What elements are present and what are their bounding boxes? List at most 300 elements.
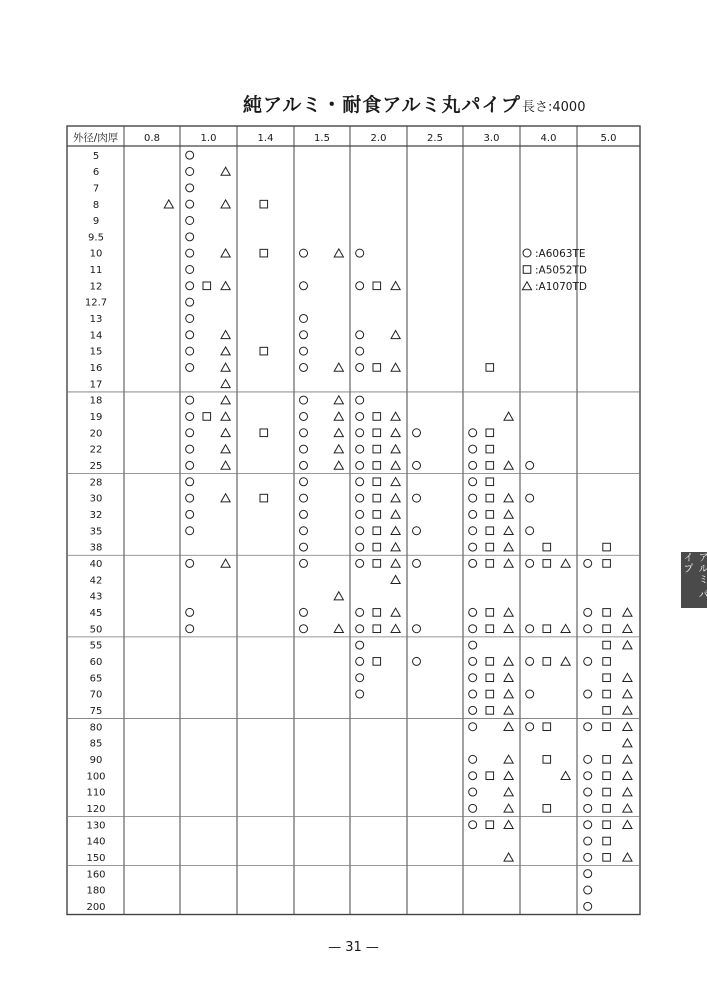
circle-mark <box>584 853 592 861</box>
square-mark <box>603 805 611 813</box>
outer-diameter-label: 50 <box>89 624 103 636</box>
circle-mark <box>186 559 194 567</box>
triangle-mark <box>334 249 343 257</box>
triangle-mark <box>221 330 230 338</box>
circle-mark <box>300 331 308 339</box>
outer-diameter-label: 45 <box>89 608 103 620</box>
triangle-mark <box>504 706 513 714</box>
outer-diameter-label: 35 <box>89 526 103 538</box>
circle-mark <box>526 723 534 731</box>
square-mark <box>373 413 381 421</box>
triangle-mark <box>334 396 343 404</box>
square-mark <box>260 429 268 437</box>
outer-diameter-label: 80 <box>89 722 103 734</box>
circle-mark <box>413 657 421 665</box>
circle-mark <box>469 461 477 469</box>
square-mark <box>603 560 611 568</box>
triangle-mark <box>623 673 632 681</box>
outer-diameter-label: 32 <box>89 510 103 522</box>
circle-mark <box>300 543 308 551</box>
circle-mark <box>356 347 364 355</box>
thickness-header: 2.0 <box>370 133 387 144</box>
circle-mark <box>584 559 592 567</box>
outer-diameter-label: 150 <box>86 852 106 864</box>
circle-mark <box>300 282 308 290</box>
triangle-mark <box>623 771 632 779</box>
square-mark <box>486 772 494 780</box>
circle-mark <box>186 494 194 502</box>
triangle-mark <box>504 559 513 567</box>
square-mark <box>603 837 611 845</box>
circle-mark <box>356 657 364 665</box>
circle-mark <box>469 821 477 829</box>
circle-mark <box>584 690 592 698</box>
circle-mark <box>356 543 364 551</box>
outer-diameter-label: 25 <box>89 461 103 473</box>
square-mark <box>260 249 268 257</box>
page-title: 純アルミ・耐食アルミ丸パイプ <box>243 94 521 116</box>
circle-mark <box>469 706 477 714</box>
circle-mark <box>186 216 194 224</box>
circle-mark <box>356 363 364 371</box>
circle-mark <box>469 657 477 665</box>
circle-mark <box>584 902 592 910</box>
outer-diameter-label: 10 <box>89 248 103 260</box>
circle-mark <box>469 641 477 649</box>
square-mark <box>603 756 611 764</box>
triangle-mark <box>623 739 632 747</box>
circle-mark <box>356 625 364 633</box>
square-mark <box>603 772 611 780</box>
square-mark <box>486 658 494 666</box>
triangle-mark <box>334 461 343 469</box>
square-mark <box>486 445 494 453</box>
square-mark <box>603 788 611 796</box>
outer-diameter-label: 7 <box>92 183 100 195</box>
circle-mark <box>186 167 194 175</box>
circle-mark <box>300 510 308 518</box>
triangle-mark <box>504 526 513 534</box>
triangle-mark <box>561 624 570 632</box>
triangle-mark <box>561 559 570 567</box>
outer-diameter-label: 5 <box>92 150 100 162</box>
outer-diameter-label: 200 <box>86 901 106 913</box>
square-mark <box>373 609 381 617</box>
circle-mark <box>356 674 364 682</box>
legend-label: :A5052TD <box>535 264 587 277</box>
circle-mark <box>186 184 194 192</box>
circle-mark <box>356 396 364 404</box>
thickness-header: 0.8 <box>144 133 160 144</box>
triangle-mark <box>504 608 513 616</box>
table-border <box>67 126 640 915</box>
outer-diameter-label: 12 <box>89 281 103 293</box>
circle-mark <box>584 788 592 796</box>
outer-diameter-label: 60 <box>89 656 103 668</box>
square-mark <box>603 658 611 666</box>
triangle-mark <box>221 461 230 469</box>
circle-mark <box>300 412 308 420</box>
circle-mark <box>584 657 592 665</box>
triangle-mark <box>391 494 400 502</box>
circle-mark <box>186 429 194 437</box>
circle-mark <box>469 788 477 796</box>
circle-mark <box>300 527 308 535</box>
triangle-mark <box>561 657 570 665</box>
triangle-mark <box>623 690 632 698</box>
triangle-mark <box>221 347 230 355</box>
outer-diameter-label: 14 <box>89 330 103 342</box>
circle-mark <box>584 804 592 812</box>
triangle-mark <box>391 526 400 534</box>
outer-diameter-label: 65 <box>89 673 103 685</box>
triangle-mark <box>221 200 230 208</box>
circle-mark <box>186 347 194 355</box>
circle-mark <box>300 363 308 371</box>
circle-mark <box>356 249 364 257</box>
square-mark <box>260 200 268 208</box>
triangle-mark <box>504 755 513 763</box>
outer-diameter-label: 13 <box>89 314 103 326</box>
triangle-mark <box>561 771 570 779</box>
circle-mark <box>469 445 477 453</box>
square-mark <box>543 658 551 666</box>
outer-diameter-label: 6 <box>92 167 100 179</box>
outer-diameter-label: 140 <box>86 836 106 848</box>
square-mark <box>486 429 494 437</box>
outer-diameter-label: 15 <box>89 346 103 358</box>
triangle-mark <box>221 282 230 290</box>
outer-diameter-label: 90 <box>89 754 103 766</box>
circle-mark <box>186 478 194 486</box>
triangle-mark <box>391 445 400 453</box>
square-mark <box>486 625 494 633</box>
thickness-header: 1.5 <box>314 133 330 144</box>
outer-diameter-label: 30 <box>89 493 103 505</box>
triangle-mark <box>504 804 513 812</box>
square-mark <box>486 609 494 617</box>
circle-mark <box>300 608 308 616</box>
circle-mark <box>186 608 194 616</box>
square-mark <box>543 723 551 731</box>
triangle-mark <box>391 624 400 632</box>
triangle-mark <box>623 788 632 796</box>
square-mark <box>373 445 381 453</box>
triangle-mark <box>221 167 230 175</box>
square-mark <box>603 625 611 633</box>
circle-mark <box>469 527 477 535</box>
circle-mark <box>300 314 308 322</box>
circle-mark <box>186 331 194 339</box>
circle-mark <box>356 510 364 518</box>
header-label: 外径/肉厚 <box>72 132 119 144</box>
triangle-mark <box>504 543 513 551</box>
square-mark <box>373 429 381 437</box>
outer-diameter-label: 19 <box>89 412 103 424</box>
circle-mark <box>186 265 194 273</box>
circle-mark <box>469 478 477 486</box>
outer-diameter-label: 43 <box>89 591 103 603</box>
square-mark <box>486 494 494 502</box>
triangle-mark <box>391 282 400 290</box>
circle-mark <box>526 494 534 502</box>
square-mark <box>523 266 531 274</box>
square-mark <box>373 282 381 290</box>
circle-mark <box>469 625 477 633</box>
square-mark <box>486 462 494 470</box>
triangle-mark <box>221 379 230 387</box>
circle-mark <box>413 625 421 633</box>
circle-mark <box>413 494 421 502</box>
outer-diameter-label: 11 <box>89 265 103 277</box>
triangle-mark <box>504 788 513 796</box>
triangle-mark <box>623 804 632 812</box>
triangle-mark <box>391 363 400 371</box>
triangle-mark <box>391 559 400 567</box>
square-mark <box>486 821 494 829</box>
circle-mark <box>584 625 592 633</box>
circle-mark <box>186 396 194 404</box>
circle-mark <box>186 445 194 453</box>
square-mark <box>486 690 494 698</box>
circle-mark <box>356 559 364 567</box>
triangle-mark <box>221 249 230 257</box>
square-mark <box>603 854 611 862</box>
triangle-mark <box>504 853 513 861</box>
circle-mark <box>186 314 194 322</box>
square-mark <box>373 462 381 470</box>
square-mark <box>373 364 381 372</box>
outer-diameter-label: 8 <box>92 199 100 211</box>
circle-mark <box>356 331 364 339</box>
outer-diameter-label: 20 <box>89 428 103 440</box>
square-mark <box>543 543 551 551</box>
circle-mark <box>356 608 364 616</box>
square-mark <box>203 282 211 290</box>
triangle-mark <box>221 445 230 453</box>
circle-mark <box>413 559 421 567</box>
legend-label: :A1070TD <box>535 280 587 293</box>
circle-mark <box>469 608 477 616</box>
square-mark <box>603 690 611 698</box>
square-mark <box>373 478 381 486</box>
circle-mark <box>300 559 308 567</box>
square-mark <box>543 625 551 633</box>
circle-mark <box>469 429 477 437</box>
circle-mark <box>469 543 477 551</box>
circle-mark <box>300 347 308 355</box>
circle-mark <box>186 363 194 371</box>
outer-diameter-label: 70 <box>89 689 103 701</box>
triangle-mark <box>623 755 632 763</box>
outer-diameter-label: 110 <box>86 787 106 799</box>
circle-mark <box>526 690 534 698</box>
circle-mark <box>469 494 477 502</box>
triangle-mark <box>504 412 513 420</box>
circle-mark <box>356 527 364 535</box>
circle-mark <box>584 821 592 829</box>
triangle-mark <box>334 445 343 453</box>
circle-mark <box>186 151 194 159</box>
outer-diameter-label: 55 <box>89 640 103 652</box>
circle-mark <box>300 445 308 453</box>
triangle-mark <box>391 510 400 518</box>
circle-mark <box>300 625 308 633</box>
circle-mark <box>584 886 592 894</box>
square-mark <box>543 560 551 568</box>
square-mark <box>486 707 494 715</box>
triangle-mark <box>334 592 343 600</box>
circle-mark <box>526 625 534 633</box>
triangle-mark <box>334 624 343 632</box>
outer-diameter-label: 38 <box>89 542 103 554</box>
triangle-mark <box>504 722 513 730</box>
triangle-mark <box>221 559 230 567</box>
circle-mark <box>186 200 194 208</box>
circle-mark <box>523 249 531 257</box>
triangle-mark <box>504 624 513 632</box>
outer-diameter-label: 12.7 <box>84 297 108 309</box>
triangle-mark <box>391 477 400 485</box>
circle-mark <box>186 527 194 535</box>
circle-mark <box>356 478 364 486</box>
square-mark <box>373 658 381 666</box>
circle-mark <box>186 510 194 518</box>
outer-diameter-label: 16 <box>89 363 103 375</box>
circle-mark <box>186 412 194 420</box>
square-mark <box>543 756 551 764</box>
square-mark <box>603 609 611 617</box>
triangle-mark <box>504 771 513 779</box>
triangle-mark <box>623 722 632 730</box>
circle-mark <box>584 870 592 878</box>
circle-mark <box>356 412 364 420</box>
outer-diameter-label: 22 <box>89 444 103 456</box>
square-mark <box>486 527 494 535</box>
triangle-mark <box>391 330 400 338</box>
circle-mark <box>300 249 308 257</box>
square-mark <box>260 494 268 502</box>
circle-mark <box>469 772 477 780</box>
circle-mark <box>186 461 194 469</box>
triangle-mark <box>504 690 513 698</box>
triangle-mark <box>623 608 632 616</box>
square-mark <box>603 543 611 551</box>
circle-mark <box>356 429 364 437</box>
outer-diameter-label: 17 <box>89 379 103 391</box>
triangle-mark <box>504 461 513 469</box>
circle-mark <box>186 249 194 257</box>
triangle-mark <box>623 853 632 861</box>
circle-mark <box>186 298 194 306</box>
square-mark <box>373 543 381 551</box>
triangle-mark <box>221 363 230 371</box>
circle-mark <box>356 282 364 290</box>
square-mark <box>543 805 551 813</box>
triangle-mark <box>623 641 632 649</box>
circle-mark <box>300 429 308 437</box>
outer-diameter-label: 18 <box>89 395 103 407</box>
circle-mark <box>356 641 364 649</box>
circle-mark <box>469 723 477 731</box>
outer-diameter-label: 75 <box>89 705 103 717</box>
circle-mark <box>526 527 534 535</box>
square-mark <box>203 413 211 421</box>
thickness-header: 3.0 <box>483 133 500 144</box>
triangle-mark <box>504 510 513 518</box>
circle-mark <box>356 461 364 469</box>
triangle-mark <box>334 428 343 436</box>
triangle-mark <box>504 673 513 681</box>
triangle-mark <box>504 494 513 502</box>
triangle-mark <box>504 657 513 665</box>
square-mark <box>486 364 494 372</box>
triangle-mark <box>391 428 400 436</box>
square-mark <box>486 560 494 568</box>
circle-mark <box>413 527 421 535</box>
circle-mark <box>356 690 364 698</box>
triangle-mark <box>391 412 400 420</box>
triangle-mark <box>504 820 513 828</box>
square-mark <box>373 625 381 633</box>
length-label: 長さ:4000 <box>522 100 586 115</box>
outer-diameter-label: 40 <box>89 559 103 571</box>
triangle-mark <box>334 363 343 371</box>
circle-mark <box>356 494 364 502</box>
outer-diameter-label: 180 <box>86 885 106 897</box>
triangle-mark <box>334 412 343 420</box>
circle-mark <box>413 429 421 437</box>
square-mark <box>373 527 381 535</box>
outer-diameter-label: 28 <box>89 477 103 489</box>
circle-mark <box>469 559 477 567</box>
circle-mark <box>584 608 592 616</box>
page-number: — 31 — <box>328 940 379 955</box>
square-mark <box>260 347 268 355</box>
triangle-mark <box>623 624 632 632</box>
triangle-mark <box>221 428 230 436</box>
triangle-mark <box>623 820 632 828</box>
outer-diameter-label: 100 <box>86 771 106 783</box>
outer-diameter-label: 120 <box>86 803 106 815</box>
thickness-header: 1.4 <box>257 133 274 144</box>
thickness-header: 5.0 <box>600 133 617 144</box>
outer-diameter-label: 42 <box>89 575 103 587</box>
circle-mark <box>526 559 534 567</box>
square-mark <box>373 511 381 519</box>
square-mark <box>603 707 611 715</box>
circle-mark <box>584 723 592 731</box>
triangle-mark <box>164 200 173 208</box>
circle-mark <box>469 510 477 518</box>
triangle-mark <box>391 543 400 551</box>
circle-mark <box>584 772 592 780</box>
circle-mark <box>469 755 477 763</box>
circle-mark <box>300 396 308 404</box>
circle-mark <box>300 478 308 486</box>
square-mark <box>603 641 611 649</box>
triangle-mark <box>391 608 400 616</box>
circle-mark <box>584 755 592 763</box>
side-tab: アルミ パイプ <box>681 552 707 608</box>
thickness-header: 4.0 <box>540 133 557 144</box>
outer-diameter-label: 160 <box>86 869 106 881</box>
square-mark <box>486 511 494 519</box>
circle-mark <box>526 461 534 469</box>
circle-mark <box>413 461 421 469</box>
triangle-mark <box>221 412 230 420</box>
circle-mark <box>469 690 477 698</box>
